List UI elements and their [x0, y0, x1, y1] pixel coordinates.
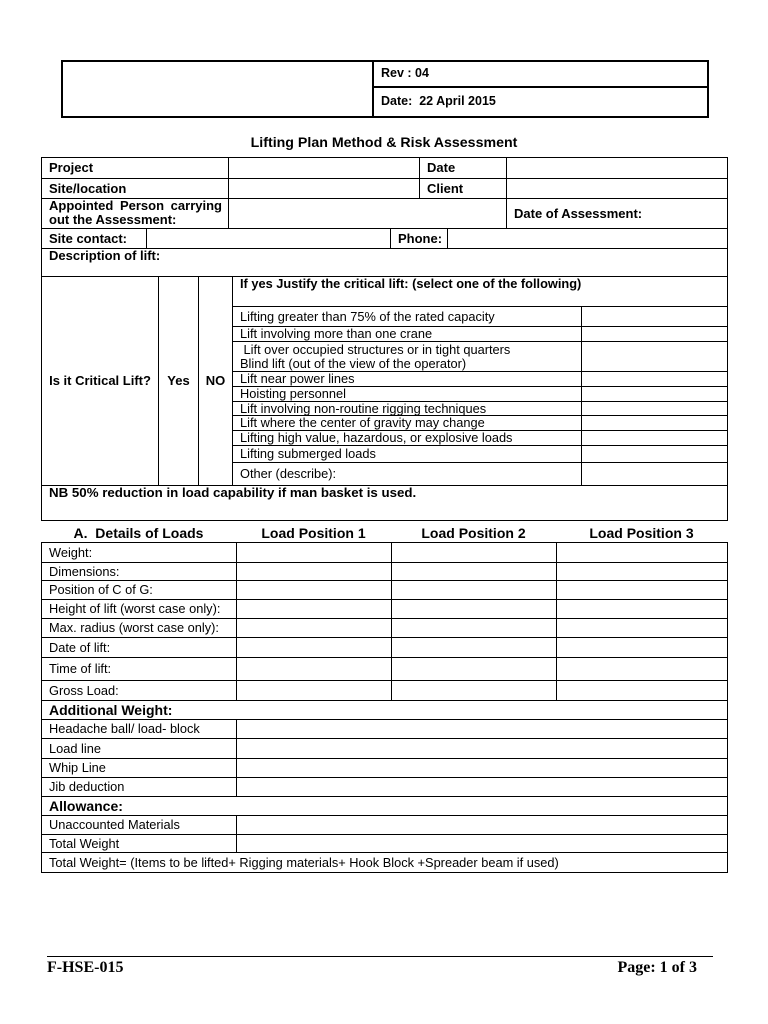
- load-position-1-cell: [236, 580, 392, 600]
- load-detail-label: Gross Load:: [41, 680, 237, 701]
- phone-label: Phone:: [390, 228, 448, 249]
- load-position-3-cell: [556, 599, 728, 619]
- critical-lift-option: Lift over occupied structures or in tight quarters: [240, 341, 511, 357]
- additional-weight-value-cell: [236, 777, 728, 797]
- critical-lift-question: Is it Critical Lift?: [41, 276, 159, 486]
- critical-lift-option-checkbox-cell: [581, 445, 728, 463]
- critical-lift-option-group: [232, 341, 582, 372]
- description-of-lift-label: Description of lift:: [41, 248, 728, 277]
- site-contact-label: Site contact:: [41, 228, 147, 249]
- issue-date-label: Date: 22 April 2015: [372, 86, 709, 118]
- load-position-2-cell: [391, 599, 557, 619]
- load-position-3-cell: [556, 657, 728, 681]
- critical-lift-option-checkbox-cell: [581, 430, 728, 446]
- footer-rule: [47, 956, 713, 957]
- form-title: Lifting Plan Method & Risk Assessment: [250, 135, 518, 151]
- date-of-assessment-label: Date of Assessment:: [506, 198, 728, 229]
- load-position-1-cell: [236, 562, 392, 581]
- load-position-2-cell: [391, 618, 557, 638]
- load-position-2-cell: [391, 580, 557, 600]
- critical-lift-option-checkbox-cell: [581, 415, 728, 431]
- allowance-value-cell: [236, 815, 728, 835]
- header-blank-cell: [61, 60, 374, 118]
- additional-weight-value-cell: [236, 719, 728, 739]
- critical-lift-option: Other (describe):: [232, 462, 582, 486]
- load-position-3-header: Load Position 3: [589, 525, 694, 541]
- critical-lift-option-checkbox-cell: [581, 371, 728, 387]
- critical-lift-option: Lifting high value, hazardous, or explosive loads: [232, 430, 582, 446]
- load-position-3-cell: [556, 637, 728, 658]
- total-weight-formula: Total Weight= (Items to be lifted+ Rigging materials+ Hook Block +Spreader beam if used): [41, 852, 728, 873]
- date-value-cell: [506, 157, 728, 179]
- load-detail-label: Height of lift (worst case only):: [41, 599, 237, 619]
- critical-lift-option: Lift involving non-routine rigging techniques: [232, 401, 582, 416]
- additional-weight-value-cell: [236, 738, 728, 759]
- load-detail-label: Date of lift:: [41, 637, 237, 658]
- load-position-3-cell: [556, 580, 728, 600]
- appointed-person-label: Appointed Person carrying out the Assessment:: [41, 198, 229, 229]
- load-position-2-cell: [391, 542, 557, 563]
- load-detail-label: Position of C of G:: [41, 580, 237, 600]
- critical-lift-option: Lift where the center of gravity may change: [232, 415, 582, 431]
- additional-weight-label: Whip Line: [41, 758, 237, 778]
- critical-lift-option: Blind lift (out of the view of the operator): [240, 355, 467, 371]
- load-position-1-cell: [236, 618, 392, 638]
- critical-lift-option: Hoisting personnel: [232, 386, 582, 402]
- critical-lift-justify-header: If yes Justify the critical lift: (select one of the following): [232, 276, 728, 307]
- site-location-value-cell: [228, 178, 420, 199]
- critical-lift-option-checkbox-cell: [581, 386, 728, 402]
- allowance-heading: Allowance:: [41, 796, 728, 816]
- load-position-1-cell: [236, 542, 392, 563]
- additional-weight-value-cell: [236, 758, 728, 778]
- additional-weight-label: Headache ball/ load- block: [41, 719, 237, 739]
- load-position-3-cell: [556, 618, 728, 638]
- load-position-1-cell: [236, 657, 392, 681]
- load-position-1-cell: [236, 599, 392, 619]
- load-position-2-cell: [391, 562, 557, 581]
- load-position-2-cell: [391, 680, 557, 701]
- site-contact-value-cell: [146, 228, 391, 249]
- load-position-2-cell: [391, 657, 557, 681]
- load-position-1-header: Load Position 1: [261, 525, 366, 541]
- load-position-3-cell: [556, 562, 728, 581]
- critical-lift-option-checkbox-cell: [581, 306, 728, 327]
- site-location-label: Site/location: [41, 178, 229, 199]
- client-label: Client: [419, 178, 507, 199]
- critical-lift-no: NO: [198, 276, 233, 486]
- date-label: Date: [419, 157, 507, 179]
- allowance-label: Unaccounted Materials: [41, 815, 237, 835]
- load-position-3-cell: [556, 542, 728, 563]
- project-label: Project: [41, 157, 229, 179]
- page-number: Page: 1 of 3: [617, 959, 697, 976]
- revision-label: Rev : 04: [372, 60, 709, 88]
- appointed-person-value-cell: [228, 198, 507, 229]
- critical-lift-option-checkbox-cell: [581, 341, 728, 372]
- critical-lift-option: Lifting greater than 75% of the rated capacity: [232, 306, 582, 327]
- critical-lift-option: Lifting submerged loads: [232, 445, 582, 463]
- critical-lift-option-checkbox-cell: [581, 326, 728, 342]
- load-detail-label: Weight:: [41, 542, 237, 563]
- allowance-value-cell: [236, 834, 728, 853]
- critical-lift-option-checkbox-cell: [581, 462, 728, 486]
- additional-weight-label: Load line: [41, 738, 237, 759]
- critical-lift-option: Lift involving more than one crane: [232, 326, 582, 342]
- phone-value-cell: [447, 228, 728, 249]
- additional-weight-label: Jib deduction: [41, 777, 237, 797]
- load-detail-label: Dimensions:: [41, 562, 237, 581]
- load-position-1-cell: [236, 637, 392, 658]
- load-position-2-cell: [391, 637, 557, 658]
- critical-lift-yes: Yes: [158, 276, 199, 486]
- load-position-2-header: Load Position 2: [421, 525, 526, 541]
- critical-lift-option: Lift near power lines: [232, 371, 582, 387]
- project-value-cell: [228, 157, 420, 179]
- load-detail-label: Max. radius (worst case only):: [41, 618, 237, 638]
- allowance-label: Total Weight: [41, 834, 237, 853]
- man-basket-note: NB 50% reduction in load capability if man basket is used.: [41, 485, 728, 521]
- client-value-cell: [506, 178, 728, 199]
- load-position-1-cell: [236, 680, 392, 701]
- form-code: F-HSE-015: [47, 959, 124, 976]
- load-position-3-cell: [556, 680, 728, 701]
- loads-section-title: A. Details of Loads: [73, 525, 204, 541]
- load-detail-label: Time of lift:: [41, 657, 237, 681]
- critical-lift-option-checkbox-cell: [581, 401, 728, 416]
- additional-weight-heading: Additional Weight:: [41, 700, 728, 720]
